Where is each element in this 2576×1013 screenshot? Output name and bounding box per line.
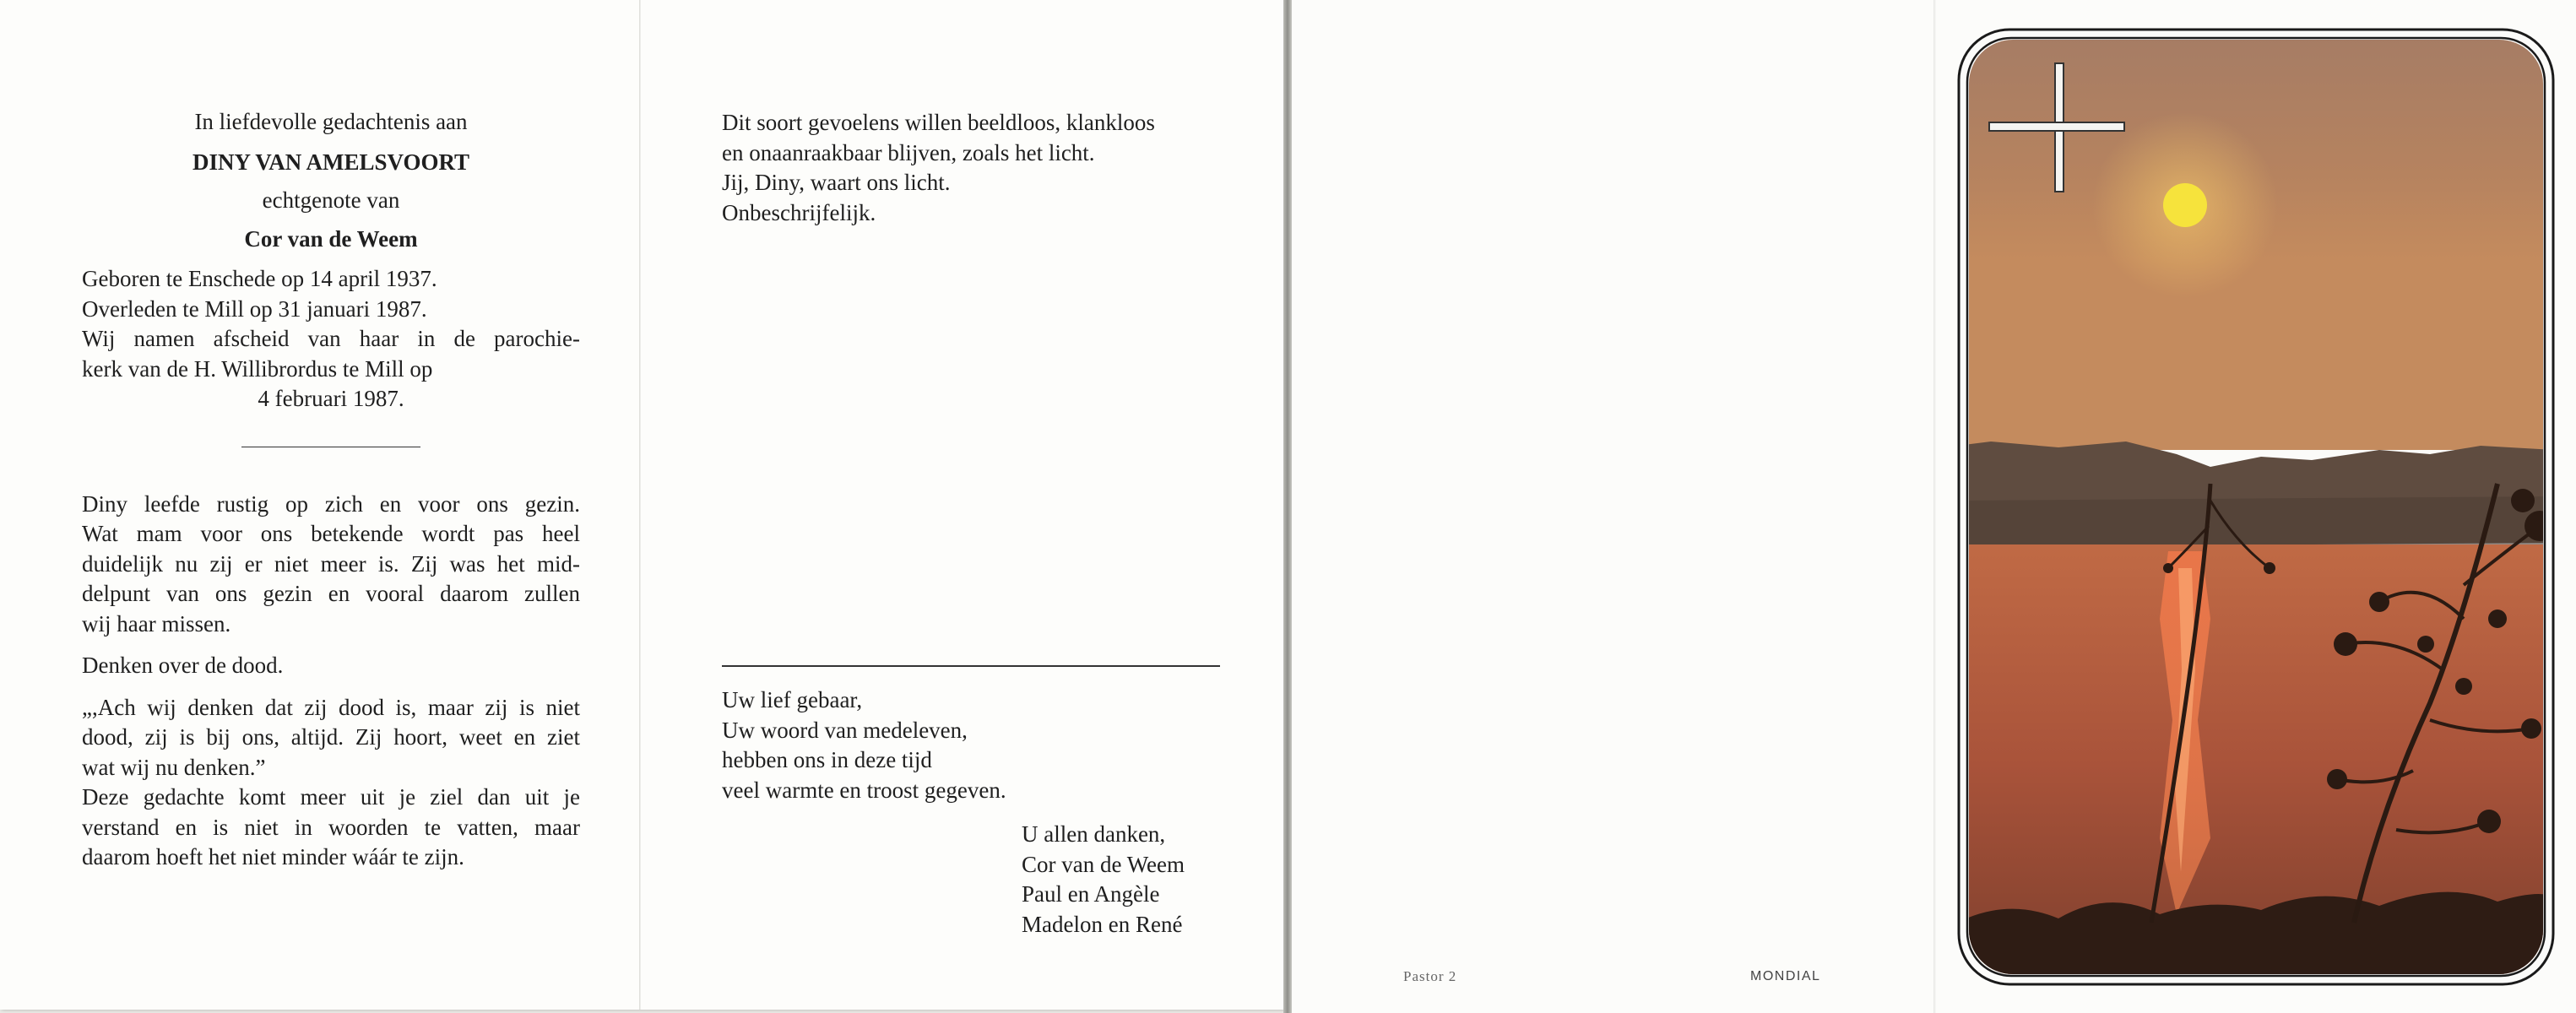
deceased-name: DINY VAN AMELSVOORT: [192, 149, 470, 175]
scan-gutter: [1283, 0, 1292, 1013]
signer-line: Paul en Angèle: [1022, 881, 1160, 907]
intro-line: In liefdevolle gedachtenis aan: [194, 109, 468, 134]
print-code: Pastor 2: [1403, 968, 1457, 984]
para1-line: delpunt van ons gezin en vooral daarom zullen: [82, 581, 580, 606]
spouse-intro: echtgenote van: [262, 187, 400, 213]
para3-line: Deze gedachte komt meer uit je ziel dan uit je: [82, 784, 580, 810]
signer-line: Madelon en René: [1022, 911, 1183, 937]
sunset-photo-svg: [1957, 28, 2555, 986]
para3-line: daarom hoeft het niet minder wáár te zijn.: [82, 844, 464, 869]
signer-line: U allen danken,: [1022, 821, 1166, 847]
para1-line: wij haar missen.: [82, 610, 231, 637]
sunset-photo: [1957, 28, 2555, 986]
signer-line: Cor van de Weem: [1022, 851, 1185, 877]
thanks-line: veel warmte en troost gegeven.: [722, 777, 1006, 803]
para1-line: duidelijk nu zij er niet meer is. Zij was het mid-: [82, 550, 580, 577]
fold-line: [639, 0, 641, 1010]
para3-line: verstand en is niet in woorden te vatten, maar: [82, 814, 580, 840]
para3-line: dood, zij is bij ons, altijd. Zij hoort, weet en ziet: [82, 724, 580, 750]
birth-line: Geboren te Enschede op 14 april 1937.: [82, 266, 437, 291]
para1-line: Diny leefde rustig op zich en voor ons gezin.: [82, 490, 580, 517]
thanks-line: Uw woord van medeleven,: [722, 717, 968, 743]
para3-line: wat wij nu denken.”: [82, 754, 266, 780]
para1-line: Wat mam voor ons betekende wordt pas heel: [82, 521, 580, 546]
poem-line: Onbeschrijfelijk.: [722, 199, 876, 225]
divider-long: [722, 665, 1220, 667]
sun-icon: [2163, 183, 2207, 227]
poem-line: Jij, Diny, waart ons licht.: [722, 170, 951, 195]
card-inside: [0, 0, 1283, 1010]
funeral-date: 4 februari 1987.: [258, 386, 404, 411]
poem-column: [722, 108, 1220, 228]
poem: [722, 108, 1220, 228]
memorial-text-column: [82, 107, 580, 873]
thanks-block: [722, 685, 1228, 805]
thanks-line: Uw lief gebaar,: [722, 687, 863, 712]
publisher-mark: MONDIAL: [1750, 969, 1821, 983]
spouse-name: Cor van de Weem: [244, 225, 418, 252]
fold-line: [1933, 0, 1936, 1013]
para3-line: „,Ach wij denken dat zij dood is, maar zij is niet: [82, 694, 580, 720]
paragraph-quote: [82, 693, 580, 873]
paragraph-death-thought: Denken over de dood.: [82, 653, 284, 678]
poem-line: Dit soort gevoelens willen beeldloos, klankloos: [722, 110, 1155, 135]
signers-block: [1022, 820, 1275, 940]
farewell-line-1: Wij namen afscheid van haar in de parochie-: [82, 326, 580, 351]
death-line: Overleden te Mill op 31 januari 1987.: [82, 295, 427, 322]
farewell-line-2: kerk van de H. Willibrordus te Mill op: [82, 355, 433, 382]
paragraph-life: [82, 490, 580, 640]
life-details: [82, 264, 580, 414]
thanks-line: hebben ons in deze tijd: [722, 747, 932, 772]
poem-line: en onaanraakbaar blijven, zoals het licht.: [722, 139, 1095, 165]
